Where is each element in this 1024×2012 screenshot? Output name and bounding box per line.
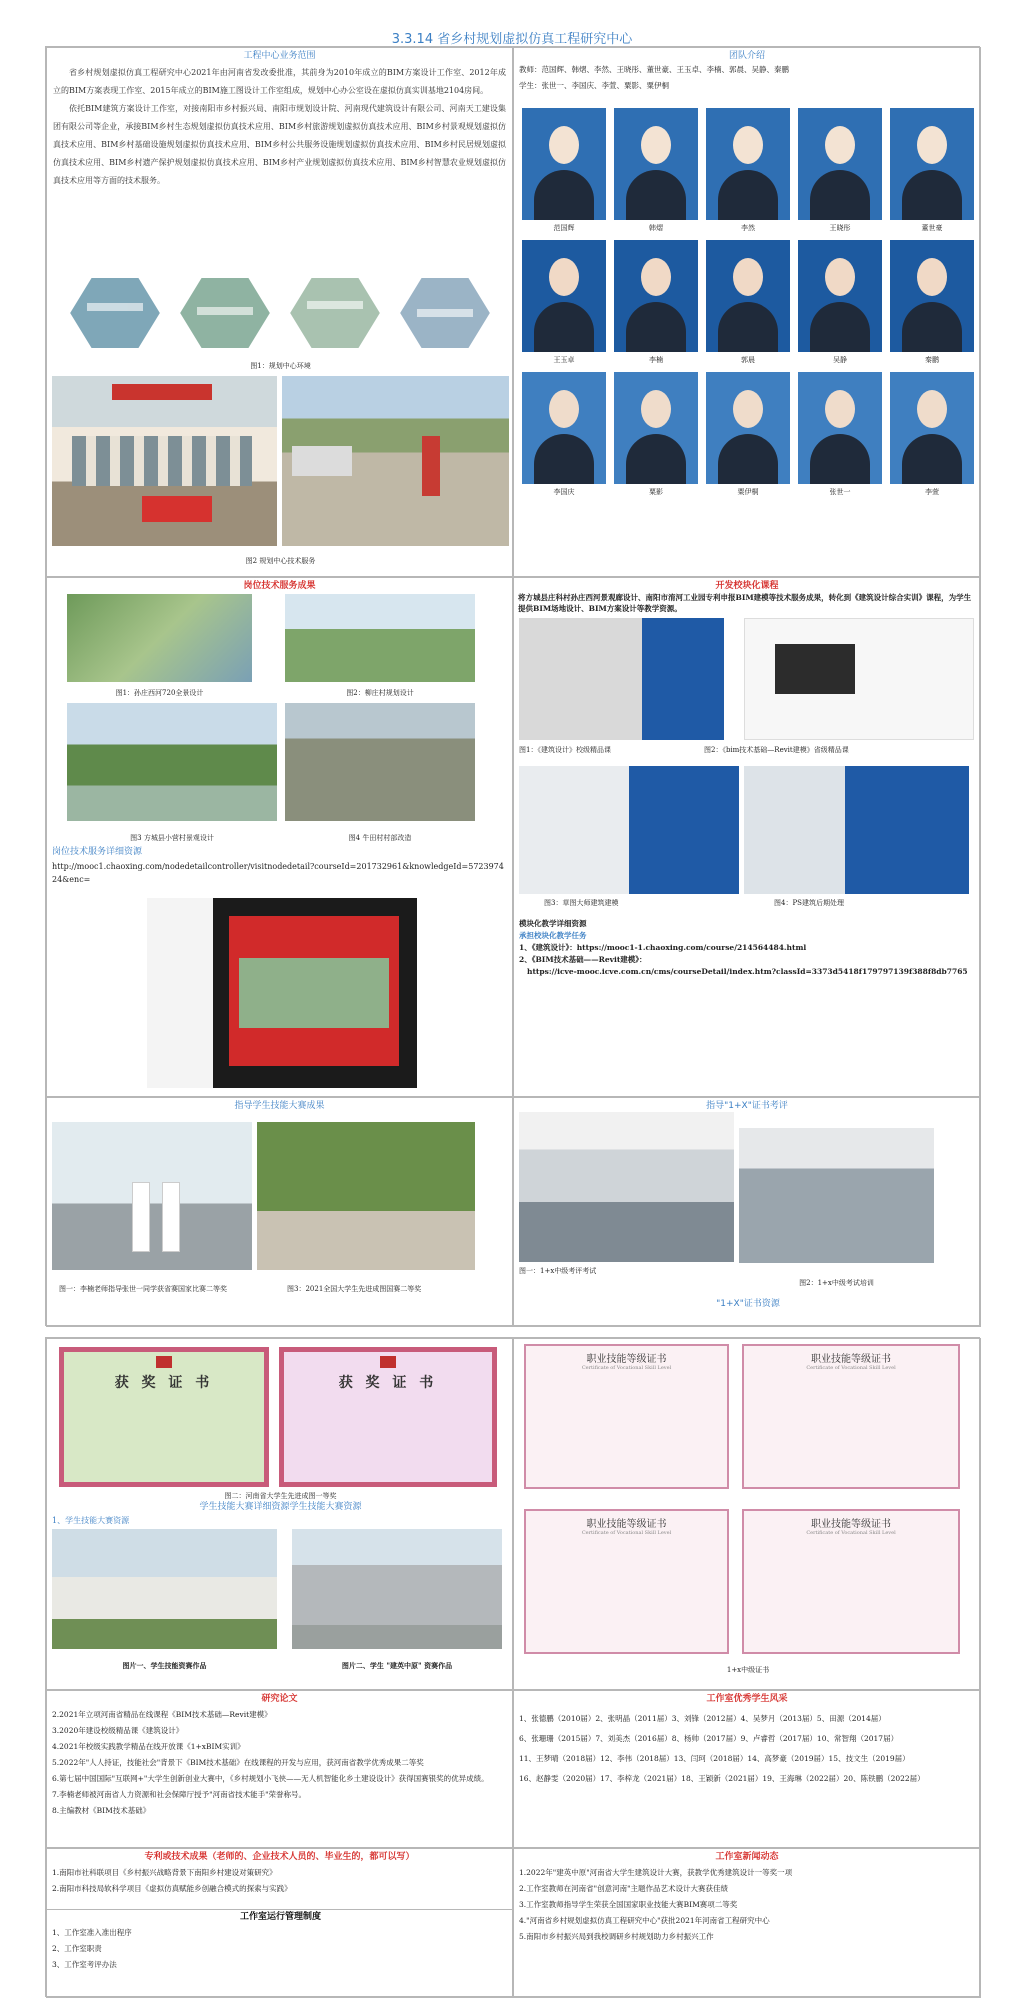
vocational-cert-2-subtitle: Certificate of Vocational Skill Level [806,1365,896,1371]
team-title: 团队介绍 [728,51,765,61]
cert-exam-section [513,1097,981,1327]
team-section [513,47,981,577]
course-link-1[interactable]: 1、《建筑设计》：https://mooc1-1.chaoxing.com/course/214564484.html [519,943,807,952]
course-section [513,577,981,1097]
course-title: 开发校块化课程 [715,581,779,591]
intro-paragraph-1: 省乡村规划虚拟仿真工程研究中心2021年由河南省发改委批准，其前身为2010年成立的BIM方案设计工作室、2012年成立的BIM方案表现工作室、2015年成立的BIM施工图设计工作室组成，规划中心办公室设在虚拟仿真实训基地2104房间。 [53,68,506,95]
paper-item: 4.2021年校级实践教学精品在线开放课《1+xBIM实训》 [52,1742,245,1751]
service-render-1 [67,594,252,682]
award-certificate-1-title: 获 奖 证 书 [114,1375,214,1391]
student-line: 16、赵静雯（2020届）17、李梓龙（2021届）18、王颖新（2021届）19、王海琳（2022届）20、陈铁鹏（2022届） [519,1774,925,1783]
award-certificate-2 [279,1347,497,1487]
news-section [513,1848,981,1998]
course-resource-title: 模块化教学详细资源 [519,919,587,928]
team-member-photo [706,372,790,484]
patent-item: 2.南阳市科技局软科学项目《虚拟仿真赋能乡创融合模式的探索与实践》 [52,1884,292,1893]
vocational-cert-1-subtitle: Certificate of Vocational Skill Level [581,1365,672,1371]
intro-caption-1: 图1：规划中心环境 [250,362,311,370]
vocational-cert-4-title: 职业技能等级证书 [811,1519,891,1530]
team-member-photo [614,240,698,352]
students-section [513,1690,981,1848]
service-caption-3: 图3 方城县小营村景观设计 [130,834,214,842]
news-list [514,1863,980,1947]
vocational-cert-section [513,1338,981,1690]
vocational-cert-caption: 1+x中级证书 [726,1666,770,1674]
contest-caption-3: 图3：2021全国大学生先进成图国赛二等奖 [287,1285,422,1293]
service-render-3 [67,703,277,821]
contest-photo-2 [257,1122,475,1270]
cert-exam-caption-2: 图2：1+x中级考试培训 [799,1279,874,1287]
intro-caption-2: 图2 规划中心技术服务 [245,557,316,565]
papers-title: 研究论文 [261,1694,298,1704]
intro-title: 工程中心业务范围 [243,51,316,61]
cert-exam-photo-2 [739,1128,934,1263]
hexagon-photo-strip [57,273,502,353]
course-task-title: 承担校块化教学任务 [519,931,587,940]
team-member-name: 李国庆 [553,488,575,496]
rule-item: 2、工作室职责 [52,1944,102,1953]
patents-section [46,1848,513,1998]
paper-item: 3.2020年建设校级精品课《建筑设计》 [52,1726,184,1735]
team-member-card [706,240,790,368]
contest-section [46,1097,513,1327]
team-member-name: 粟影 [649,488,663,496]
student-line: 1、张德鹏（2010届）2、张明晶（2011届）3、刘锋（2012届）4、吴梦月（2013届）5、田源（2014届） [519,1714,886,1723]
team-member-photo [522,240,606,352]
team-member-name: 范国辉 [553,224,575,232]
course-caption-1: 图1：《建筑设计》校级精品课 [519,746,611,754]
service-render-4 [285,703,475,821]
student-line: 6、张珊珊（2015届）7、刘美杰（2016届）8、杨帅（2017届）9、卢睿哲（2017届）10、常智翔（2017届） [519,1734,899,1743]
team-member-card [798,372,882,500]
team-member-name: 王玉卓 [553,356,575,364]
upper-grid [45,46,980,1326]
news-item: 3.工作室教师指导学生荣获全国国家职业技能大赛BIM赛项二等奖 [519,1900,738,1909]
news-item: 4."河南省乡村规划虚拟仿真工程研究中心"获批2021年河南省工程研究中心 [519,1916,770,1925]
service-caption-1: 图1：孙庄西河720全景设计 [115,689,204,697]
team-member-photo [706,240,790,352]
cert-exam-caption-1: 图一：1+x中级考评考试 [519,1267,597,1275]
cert-resource-link[interactable]: "1+X"证书资源 [716,1299,780,1309]
vocational-cert-1-title: 职业技能等级证书 [586,1354,667,1365]
team-member-photo [798,108,882,220]
patent-item: 1.南阳市社科联项目《乡村振兴战略背景下南阳乡村建设对策研究》 [52,1868,277,1877]
vocational-cert-2-title: 职业技能等级证书 [811,1354,891,1365]
vocational-cert-1 [524,1344,729,1489]
paper-item: 5.2022年"人人持证，技能社会"背景下《BIM技术基础》在线课程的开发与应用，获河南省教学优秀成果二等奖 [52,1758,424,1767]
students-title: 工作室优秀学生风采 [706,1694,788,1704]
paper-item: 8.主编教材《BIM技术基础》 [52,1806,151,1815]
awards-caption: 图二：河南省大学生先进成图一等奖 [224,1492,337,1500]
course-caption-4: 图4：PS建筑后期处理 [774,899,844,907]
student-work-caption-1: 图片一、学生技能资赛作品 [122,1661,207,1670]
team-member-name: 粟伊桐 [737,488,759,496]
rule-item: 3、工作室考评办法 [52,1960,117,1969]
team-member-name: 王晓彤 [829,224,851,232]
team-member-name: 李楠 [649,356,663,364]
vocational-cert-2 [742,1344,960,1489]
news-title: 工作室新闻动态 [715,1852,779,1862]
service-section [46,577,513,1097]
vocational-cert-3-title: 职业技能等级证书 [586,1519,667,1530]
papers-list [47,1705,512,1821]
paper-item: 6.第七届中国国际"互联网+"大学生创新创业大赛中，《乡村规划小飞侠——无人机智能化乡土建设设计》获得国赛银奖的优异成绩。 [52,1774,489,1783]
student-line: 11、王梦晴（2018届）12、李伟（2018届）13、闫珂（2018届）14、高梦豪（2019届）15、技文生（2019届） [519,1754,910,1763]
news-item: 1.2022年"建英中原"河南省大学生建筑设计大赛，获教学优秀建筑设计一等奖一项 [519,1868,793,1877]
award-certificate-1 [59,1347,269,1487]
team-member-name: 张世一 [829,488,851,496]
service-render-2 [285,594,475,682]
team-member-card [522,372,606,500]
rules-list [52,1925,132,1973]
team-member-name: 董世豪 [921,224,943,232]
center-environment-photos [57,273,502,353]
awards-resource-item[interactable]: 1、学生技能大赛资源 [52,1516,130,1525]
team-member-card [890,372,974,500]
service-video-screenshot [147,898,417,1088]
team-member-photo [890,372,974,484]
team-member-name: 李萱 [925,488,939,496]
team-member-name: 郭晨 [741,356,755,364]
vocational-cert-4-subtitle: Certificate of Vocational Skill Level [806,1530,896,1536]
contest-caption-1: 图一：李楠老师指导张世一同学获省赛国家比赛二等奖 [59,1285,227,1293]
award-certificate-2-title: 获 奖 证 书 [338,1375,438,1391]
course-screenshot-2 [744,618,974,740]
team-member-name: 秦鹏 [925,356,939,364]
service-caption-4: 图4 牛田村村部改造 [348,834,412,842]
team-member-photo [798,372,882,484]
course-screenshot-3 [519,766,739,894]
course-link-2[interactable]: https://icve-mooc.icve.com.cn/cms/courseDetail/index.htm?classId=3373d5418f179797139f388f8db7765 [527,967,968,976]
contest-photo-1 [52,1122,252,1270]
awards-resource-title: 学生技能大赛详细资源学生技能大赛资源 [199,1502,362,1512]
papers-section [46,1690,513,1848]
team-member-card [890,108,974,236]
team-member-name: 吴静 [833,356,847,364]
team-member-card [522,108,606,236]
course-link-2-label: 2、《BIM技术基础——Revit建模》： [519,955,647,964]
hex-photo-1 [69,277,161,349]
team-students: 学生：张世一、李国庆、李萱、粟影、粟伊桐 [519,81,669,90]
paper-item: 2.2021年立项河南省精品在线课程《BIM技术基础—Revit建模》 [52,1710,272,1719]
service-resource-link[interactable]: http://mooc1.chaoxing.com/nodedetailcontroller/visitnodedetail?courseId=201732961&knowledgeId=572397424&enc= [52,862,504,884]
team-member-photo [614,108,698,220]
team-member-photo [522,108,606,220]
team-member-photo [706,108,790,220]
team-member-card [706,372,790,500]
service-caption-2: 图2：柳庄村规划设计 [346,689,414,697]
team-member-card [798,240,882,368]
hex-photo-3 [289,277,381,349]
lower-grid [45,1337,980,1997]
team-member-photo [890,240,974,352]
news-item: 5.南阳市乡村振兴局到我校调研乡村规划助力乡村振兴工作 [519,1932,714,1941]
rules-title: 工作室运行管理制度 [239,1912,321,1922]
team-member-photo [614,372,698,484]
team-teachers: 教师：范国辉、韩熠、李然、王晓彤、董世豪、王玉卓、李楠、郭晨、吴静、秦鹏 [519,65,789,74]
team-member-photo [890,108,974,220]
news-item: 2.工作室教师在河南省"创意河南"主题作品艺术设计大赛获佳绩 [519,1884,729,1893]
contest-title: 指导学生技能大赛成果 [234,1101,325,1111]
student-work-caption-2: 图片二、学生 "建英中原" 资赛作品 [341,1661,453,1670]
team-member-card [706,108,790,236]
team-member-card [614,108,698,236]
team-member-photo [798,240,882,352]
student-work-render-1 [52,1529,277,1649]
team-member-card [614,240,698,368]
page-title: 3.3.14 省乡村规划虚拟仿真工程研究中心 [391,32,633,47]
patents-list [47,1863,512,1899]
team-member-name: 李然 [741,224,755,232]
course-caption-3: 图3：草图大师建筑建模 [544,899,619,907]
service-photo-street [282,376,509,546]
team-member-name: 韩熠 [649,224,663,232]
vocational-cert-3 [524,1509,729,1654]
vocational-cert-4 [742,1509,960,1654]
team-member-photo [522,372,606,484]
team-member-card [798,108,882,236]
paper-item: 7.李楠老师被河南省人力资源和社会保障厅授予"河南省技术能手"荣誉称号。 [52,1790,307,1799]
service-title: 岗位技术服务成果 [243,581,316,591]
team-member-card [890,240,974,368]
course-screenshot-4 [744,766,969,894]
patents-title: 专利或技术成果（老师的、企业技术人员的、毕业生的，都可以写） [144,1852,415,1862]
students-list [514,1705,980,1793]
service-photo-building [52,376,277,546]
course-screenshot-1 [519,618,724,740]
student-work-render-2 [292,1529,502,1649]
vocational-cert-3-subtitle: Certificate of Vocational Skill Level [581,1530,672,1536]
course-description: 将方城县庄科村孙庄西河景观廊设计、南阳市淯河工业园专利申报BIM建模等技术服务成果，转化到《建筑设计综合实训》课程，为学生提供BIM场地设计、BIM方案设计等教学资源。 [518,593,972,613]
course-caption-2: 图2：《bim技术基础—Revit建模》省级精品课 [704,746,849,754]
team-member-card [522,240,606,368]
course-resources [519,918,968,978]
service-resource-title: 岗位技术服务详细资源 [52,847,143,857]
intro-section [46,47,513,577]
team-member-card [614,372,698,500]
intro-paragraph-2: 依托BIM建筑方案设计工作室，对接南阳市乡村振兴局、南阳市规划设计院、河南现代建筑设计有限公司、河南天工建设集团有限公司等企业，承接BIM乡村生态规划虚拟仿真技术应用、BIM乡村旅游规划虚拟仿真技术应用、BIM乡村景观规划虚拟仿真技术应用、BIM乡村基础设施规划虚拟仿真技术应用、BIM乡村公共服务设施规划虚拟仿真技术应用、BIM乡村民居规划虚拟仿真技术应用、BIM乡村遗产保护规划虚拟仿真技术应用、BIM乡村产业规划虚拟仿真技术应用、BIM乡村智慧农业规划虚拟仿真技术应用等方面的技术服务。 [53,104,506,185]
awards-section [46,1338,513,1690]
cert-exam-title: 指导"1+X"证书考评 [706,1101,788,1111]
cert-exam-photo-1 [519,1112,734,1262]
rule-item: 1、工作室准入准出程序 [52,1928,132,1937]
